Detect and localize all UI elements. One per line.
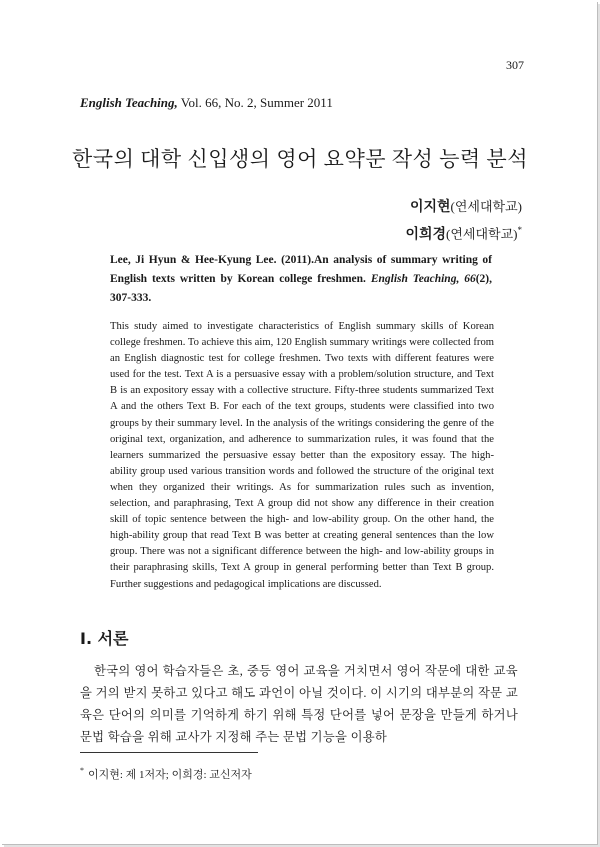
author-name: 이지현 bbox=[409, 200, 451, 215]
body-paragraph: 한국의 영어 학습자들은 초, 중등 영어 교육을 거치면서 영어 작문에 대한 교육을 거의 받지 못하고 있다고 해도 과언이 아닐 것이다. 이 시기의 대부분의 작문 교육은 단어의 의미를 기억하게 하기 위해 특정 단어를 넣어 문장을 만들게 하거나 문법 학습을 위해 교사가 지정해 주는 문법 기능을 이용하 bbox=[80, 664, 518, 744]
page-number: 307 bbox=[506, 58, 524, 72]
author-affiliation: (연세대학교) bbox=[446, 226, 518, 242]
author-affiliation: (연세대학교) bbox=[450, 199, 522, 214]
footnote-divider bbox=[80, 752, 258, 753]
journal-name: English Teaching, bbox=[80, 95, 178, 110]
footnote bbox=[80, 766, 252, 782]
author-name: 이희경 bbox=[405, 227, 447, 243]
footnote-text: 이지현: 제 1저자; 이희경: 교신저자 bbox=[88, 769, 252, 781]
section-heading: I. 서론 bbox=[80, 629, 129, 648]
abstract: This study aimed to investigate characteristics of English summary skills of Korean college freshmen. To achieve this aim, 120 English summary writings were collected from an English diagnostic test for college freshmen. Two texts with different features were used for the test. Text A is a persuasive essay with a problem/solution structure, and Text B is an expository essay with a collective structure. Fifty-three students summarized Text A and the others Text B. For each of the text groups, students were classified into two groups by their summary level. In the analysis of the writings considering the genre of the original text, organization, and adherence to summarization rules, it was found that the learners summarized the persuasive essay better than the expository essay. The high-ability group used various transition words and followed the structure of the original text when they organized their writings. As for summarization rules such as invention, selection, and paraphrasing, Text A group did not show any difference in their creation skill of topic sentence between the high- and low-ability group. On the other hand, the high-ability group that read Text B was better at creating general sentences than the low group. There was not a significant difference between the high- and low-ability groups in their paraphrasing skills, Text A group in general performing better than Text B group. Further suggestions and pedagogical implications are discussed. bbox=[110, 321, 494, 590]
citation-authors: Lee, Ji Hyun & Hee-Kyung Lee. (2011). bbox=[110, 254, 314, 266]
author-entry bbox=[405, 195, 522, 219]
citation-journal: English Teaching, 66 bbox=[370, 273, 476, 285]
paper-title: 한국의 대학 신입생의 영어 요약문 작성 능력 분석 bbox=[72, 147, 528, 171]
corresponding-author-mark: * bbox=[517, 225, 522, 235]
citation-title: An analysis of summary writing of English texts written by Korean college freshmen. bbox=[110, 254, 492, 285]
journal-header bbox=[80, 95, 333, 111]
citation bbox=[110, 251, 492, 308]
footnote-mark: * bbox=[80, 766, 84, 776]
author-list bbox=[405, 195, 522, 247]
journal-issue: Vol. 66, No. 2, Summer 2011 bbox=[180, 95, 333, 110]
citation-issue-pages: (2), 307-333. bbox=[110, 273, 492, 304]
author-entry bbox=[405, 219, 522, 247]
